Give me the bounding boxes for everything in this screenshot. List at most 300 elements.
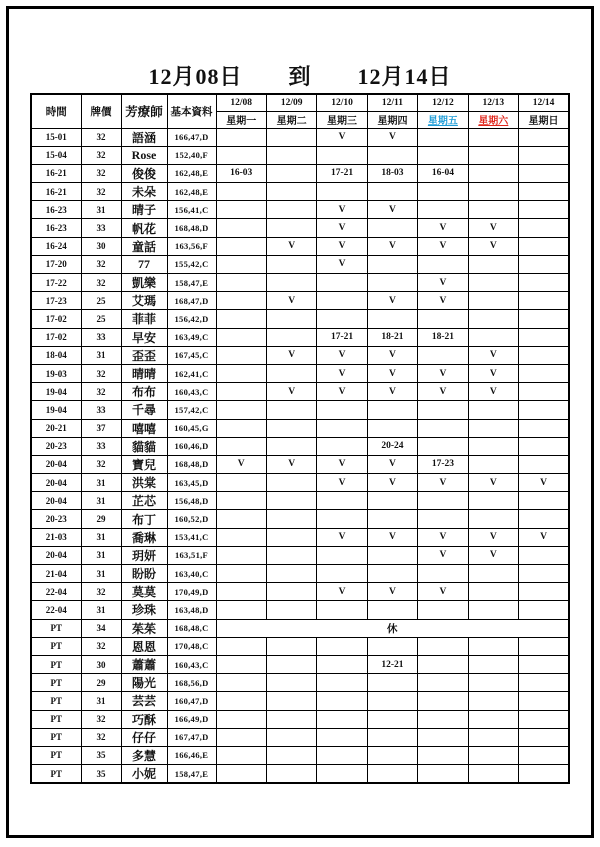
- table-row: [31, 637, 569, 655]
- schedule-cell: [266, 201, 316, 219]
- table-row: [31, 746, 569, 764]
- schedule-cell: [367, 419, 417, 437]
- schedule-cell: [418, 710, 468, 728]
- price-cell: 31: [81, 528, 121, 546]
- schedule-cell: 17-21: [317, 328, 367, 346]
- schedule-cell: V: [468, 219, 518, 237]
- therapist-name-cell: 未朵: [121, 183, 167, 201]
- schedule-cell: [519, 164, 569, 182]
- schedule-cell: 12-21: [367, 655, 417, 673]
- schedule-cell: [367, 637, 417, 655]
- schedule-cell: [519, 674, 569, 692]
- time-cell: 22-04: [31, 583, 81, 601]
- schedule-cell: [216, 765, 266, 784]
- basic-info-cell: 166,47,D: [167, 128, 216, 146]
- time-cell: 16-23: [31, 201, 81, 219]
- schedule-cell: [317, 401, 367, 419]
- basic-info-cell: 158,47,E: [167, 765, 216, 784]
- therapist-name-cell: 晴晴: [121, 364, 167, 382]
- table-row: [31, 455, 569, 473]
- header-time: 時間: [31, 94, 81, 128]
- schedule-cell: [317, 419, 367, 437]
- schedule-cell: [468, 674, 518, 692]
- schedule-cell: [468, 310, 518, 328]
- table-row: [31, 510, 569, 528]
- schedule-cell: [519, 310, 569, 328]
- schedule-cell: [519, 601, 569, 619]
- schedule-cell: [418, 183, 468, 201]
- table-row: [31, 346, 569, 364]
- schedule-cell: [418, 728, 468, 746]
- schedule-cell: [468, 765, 518, 784]
- price-cell: 31: [81, 492, 121, 510]
- schedule-cell: V: [468, 474, 518, 492]
- schedule-cell: [266, 419, 316, 437]
- rest-cell: 休: [216, 619, 569, 637]
- table-row: [31, 546, 569, 564]
- table-row: [31, 364, 569, 382]
- basic-info-cell: 156,41,C: [167, 201, 216, 219]
- schedule-cell: [519, 492, 569, 510]
- price-cell: 35: [81, 746, 121, 764]
- price-cell: 32: [81, 183, 121, 201]
- header-date-12-14: 12/14: [519, 94, 569, 111]
- schedule-cell: [317, 565, 367, 583]
- schedule-cell: [266, 728, 316, 746]
- schedule-cell: [266, 219, 316, 237]
- schedule-cell: V: [367, 128, 417, 146]
- schedule-cell: V: [367, 455, 417, 473]
- schedule-cell: [367, 183, 417, 201]
- schedule-cell: V: [418, 528, 468, 546]
- time-cell: 18-04: [31, 346, 81, 364]
- price-cell: 32: [81, 164, 121, 182]
- basic-info-cell: 153,41,C: [167, 528, 216, 546]
- table-row: [31, 674, 569, 692]
- time-cell: PT: [31, 655, 81, 673]
- schedule-cell: [216, 510, 266, 528]
- therapist-name-cell: 陽光: [121, 674, 167, 692]
- schedule-cell: [266, 128, 316, 146]
- schedule-cell: [216, 583, 266, 601]
- header-date-12-11: 12/11: [367, 94, 417, 111]
- schedule-cell: V: [468, 546, 518, 564]
- schedule-cell: [367, 510, 417, 528]
- price-cell: 31: [81, 474, 121, 492]
- schedule-cell: V: [317, 383, 367, 401]
- schedule-cell: [266, 746, 316, 764]
- schedule-cell: V: [317, 583, 367, 601]
- table-row: [31, 328, 569, 346]
- table-row: [31, 274, 569, 292]
- schedule-cell: V: [468, 528, 518, 546]
- schedule-cell: [266, 710, 316, 728]
- schedule-cell: [468, 637, 518, 655]
- price-cell: 31: [81, 601, 121, 619]
- schedule-cell: [519, 583, 569, 601]
- time-cell: 21-04: [31, 565, 81, 583]
- schedule-cell: [468, 655, 518, 673]
- time-cell: 21-03: [31, 528, 81, 546]
- price-cell: 30: [81, 655, 121, 673]
- basic-info-cell: 163,48,D: [167, 601, 216, 619]
- schedule-cell: [519, 728, 569, 746]
- table-row: [31, 219, 569, 237]
- time-cell: 17-20: [31, 255, 81, 273]
- table-row: [31, 255, 569, 273]
- price-cell: 33: [81, 437, 121, 455]
- schedule-cell: V: [367, 474, 417, 492]
- schedule-cell: [266, 255, 316, 273]
- schedule-cell: [519, 710, 569, 728]
- schedule-cell: [519, 455, 569, 473]
- schedule-cell: [418, 310, 468, 328]
- header-date-12-12: 12/12: [418, 94, 468, 111]
- basic-info-cell: 166,49,D: [167, 710, 216, 728]
- price-cell: 32: [81, 128, 121, 146]
- schedule-cell: [468, 601, 518, 619]
- schedule-cell: [468, 492, 518, 510]
- time-cell: 17-02: [31, 328, 81, 346]
- schedule-cell: [418, 637, 468, 655]
- schedule-cell: [468, 201, 518, 219]
- schedule-cell: [317, 292, 367, 310]
- schedule-cell: [367, 565, 417, 583]
- price-cell: 31: [81, 201, 121, 219]
- table-row: [31, 601, 569, 619]
- time-cell: PT: [31, 674, 81, 692]
- price-cell: 29: [81, 510, 121, 528]
- schedule-cell: [216, 655, 266, 673]
- schedule-cell: [266, 274, 316, 292]
- schedule-cell: V: [367, 364, 417, 382]
- therapist-name-cell: 布布: [121, 383, 167, 401]
- schedule-cell: [317, 492, 367, 510]
- basic-info-cell: 163,45,D: [167, 474, 216, 492]
- price-cell: 32: [81, 146, 121, 164]
- schedule-cell: [266, 146, 316, 164]
- time-cell: 20-04: [31, 474, 81, 492]
- header-weekday-6: 星期六: [468, 111, 518, 128]
- schedule-cell: [216, 528, 266, 546]
- schedule-cell: [519, 383, 569, 401]
- therapist-name-cell: 語涵: [121, 128, 167, 146]
- schedule-cell: [519, 746, 569, 764]
- therapist-name-cell: 珍珠: [121, 601, 167, 619]
- schedule-cell: V: [367, 383, 417, 401]
- schedule-cell: [266, 437, 316, 455]
- schedule-cell: 18-21: [367, 328, 417, 346]
- table-row: [31, 492, 569, 510]
- schedule-cell: [418, 201, 468, 219]
- schedule-cell: [266, 637, 316, 655]
- schedule-cell: [216, 364, 266, 382]
- table-row: [31, 619, 569, 637]
- schedule-cell: [418, 510, 468, 528]
- table-row: [31, 655, 569, 673]
- schedule-cell: [367, 728, 417, 746]
- header-date-12-09: 12/09: [266, 94, 316, 111]
- schedule-cell: V: [317, 237, 367, 255]
- basic-info-cell: 156,42,D: [167, 310, 216, 328]
- basic-info-cell: 163,51,F: [167, 546, 216, 564]
- basic-info-cell: 170,48,C: [167, 637, 216, 655]
- schedule-cell: [317, 746, 367, 764]
- schedule-cell: [519, 237, 569, 255]
- schedule-cell: [216, 546, 266, 564]
- schedule-cell: [216, 310, 266, 328]
- schedule-cell: [519, 510, 569, 528]
- table-row: [31, 292, 569, 310]
- schedule-cell: [216, 201, 266, 219]
- schedule-cell: V: [317, 128, 367, 146]
- price-cell: 32: [81, 583, 121, 601]
- schedule-cell: [418, 565, 468, 583]
- schedule-cell: [418, 255, 468, 273]
- therapist-name-cell: 茱茱: [121, 619, 167, 637]
- time-cell: 16-23: [31, 219, 81, 237]
- schedule-cell: [519, 565, 569, 583]
- schedule-cell: [418, 655, 468, 673]
- table-body: [31, 128, 569, 783]
- schedule-cell: [367, 601, 417, 619]
- basic-info-cell: 160,43,C: [167, 655, 216, 673]
- schedule-cell: V: [317, 528, 367, 546]
- schedule-cell: [216, 601, 266, 619]
- schedule-cell: [317, 274, 367, 292]
- schedule-cell: [216, 219, 266, 237]
- time-cell: 19-04: [31, 401, 81, 419]
- schedule-cell: [519, 274, 569, 292]
- schedule-cell: [317, 637, 367, 655]
- time-cell: 17-22: [31, 274, 81, 292]
- schedule-cell: [216, 674, 266, 692]
- header-weekday-2: 星期二: [266, 111, 316, 128]
- schedule-cell: [367, 546, 417, 564]
- schedule-cell: [519, 364, 569, 382]
- schedule-cell: [468, 565, 518, 583]
- schedule-cell: [266, 183, 316, 201]
- therapist-name-cell: 巧酥: [121, 710, 167, 728]
- schedule-cell: [519, 692, 569, 710]
- schedule-cell: [367, 310, 417, 328]
- schedule-cell: [468, 401, 518, 419]
- schedule-cell: [468, 710, 518, 728]
- schedule-cell: 18-03: [367, 164, 417, 182]
- schedule-cell: [519, 655, 569, 673]
- schedule-cell: 20-24: [367, 437, 417, 455]
- schedule-cell: [266, 401, 316, 419]
- time-cell: 20-23: [31, 510, 81, 528]
- basic-info-cell: 160,47,D: [167, 692, 216, 710]
- table-row: [31, 164, 569, 182]
- schedule-cell: [317, 601, 367, 619]
- schedule-cell: V: [468, 364, 518, 382]
- schedule-cell: [317, 183, 367, 201]
- schedule-cell: [418, 419, 468, 437]
- schedule-cell: [367, 674, 417, 692]
- schedule-cell: [418, 437, 468, 455]
- price-cell: 30: [81, 237, 121, 255]
- schedule-cell: [519, 346, 569, 364]
- schedule-cell: [266, 546, 316, 564]
- time-cell: PT: [31, 692, 81, 710]
- basic-info-cell: 157,42,C: [167, 401, 216, 419]
- table-row: [31, 565, 569, 583]
- basic-info-cell: 158,47,E: [167, 274, 216, 292]
- schedule-cell: V: [216, 455, 266, 473]
- table-row: [31, 765, 569, 784]
- schedule-cell: [317, 710, 367, 728]
- schedule-cell: [266, 310, 316, 328]
- schedule-cell: [317, 674, 367, 692]
- schedule-cell: [468, 128, 518, 146]
- schedule-cell: [367, 219, 417, 237]
- price-cell: 35: [81, 765, 121, 784]
- schedule-cell: V: [418, 546, 468, 564]
- therapist-name-cell: 莫莫: [121, 583, 167, 601]
- schedule-cell: [216, 237, 266, 255]
- schedule-cell: [266, 565, 316, 583]
- basic-info-cell: 163,49,C: [167, 328, 216, 346]
- schedule-cell: [317, 437, 367, 455]
- schedule-cell: [216, 637, 266, 655]
- schedule-cell: [216, 274, 266, 292]
- schedule-cell: [468, 292, 518, 310]
- schedule-cell: [216, 401, 266, 419]
- table-row: [31, 128, 569, 146]
- price-cell: 32: [81, 383, 121, 401]
- basic-info-cell: 160,43,C: [167, 383, 216, 401]
- therapist-name-cell: 千尋: [121, 401, 167, 419]
- schedule-cell: V: [317, 201, 367, 219]
- schedule-cell: [216, 383, 266, 401]
- table-row: [31, 583, 569, 601]
- therapist-name-cell: 早安: [121, 328, 167, 346]
- basic-info-cell: 168,56,D: [167, 674, 216, 692]
- schedule-cell: [266, 510, 316, 528]
- header-basic-info: 基本資料: [167, 94, 216, 128]
- time-cell: 16-24: [31, 237, 81, 255]
- price-cell: 37: [81, 419, 121, 437]
- basic-info-cell: 156,48,D: [167, 492, 216, 510]
- schedule-cell: [519, 183, 569, 201]
- schedule-cell: 16-03: [216, 164, 266, 182]
- table-row: [31, 383, 569, 401]
- therapist-name-cell: 盼盼: [121, 565, 167, 583]
- therapist-name-cell: Rose: [121, 146, 167, 164]
- therapist-name-cell: 喬琳: [121, 528, 167, 546]
- table-row: [31, 728, 569, 746]
- header-weekday-1: 星期一: [216, 111, 266, 128]
- schedule-cell: V: [367, 292, 417, 310]
- schedule-cell: [468, 437, 518, 455]
- basic-info-cell: 162,48,E: [167, 164, 216, 182]
- schedule-cell: [418, 128, 468, 146]
- schedule-cell: [418, 346, 468, 364]
- schedule-cell: V: [418, 383, 468, 401]
- schedule-cell: [468, 455, 518, 473]
- table-row: [31, 692, 569, 710]
- schedule-cell: [216, 419, 266, 437]
- time-cell: PT: [31, 746, 81, 764]
- schedule-cell: [216, 328, 266, 346]
- schedule-cell: [468, 255, 518, 273]
- therapist-name-cell: 恩恩: [121, 637, 167, 655]
- schedule-cell: [418, 765, 468, 784]
- basic-info-cell: 170,49,D: [167, 583, 216, 601]
- header-weekday-4: 星期四: [367, 111, 417, 128]
- schedule-cell: 18-21: [418, 328, 468, 346]
- schedule-cell: [317, 692, 367, 710]
- schedule-cell: [216, 146, 266, 164]
- therapist-name-cell: 玥妍: [121, 546, 167, 564]
- schedule-cell: [317, 546, 367, 564]
- schedule-cell: V: [519, 474, 569, 492]
- schedule-cell: V: [468, 237, 518, 255]
- therapist-name-cell: 仔仔: [121, 728, 167, 746]
- basic-info-cell: 166,46,E: [167, 746, 216, 764]
- schedule-cell: [266, 655, 316, 673]
- header-therapist: 芳療師: [121, 94, 167, 128]
- schedule-cell: [367, 255, 417, 273]
- time-cell: 20-04: [31, 455, 81, 473]
- price-cell: 25: [81, 310, 121, 328]
- time-cell: 22-04: [31, 601, 81, 619]
- schedule-cell: [418, 146, 468, 164]
- price-cell: 31: [81, 692, 121, 710]
- time-cell: 15-01: [31, 128, 81, 146]
- schedule-cell: [519, 437, 569, 455]
- schedule-cell: [519, 419, 569, 437]
- header-date-12-10: 12/10: [317, 94, 367, 111]
- basic-info-cell: 167,45,C: [167, 346, 216, 364]
- table-row: [31, 183, 569, 201]
- therapist-name-cell: 艾瑪: [121, 292, 167, 310]
- schedule-cell: [418, 692, 468, 710]
- schedule-cell: [367, 746, 417, 764]
- schedule-cell: [317, 655, 367, 673]
- time-cell: PT: [31, 710, 81, 728]
- time-cell: PT: [31, 637, 81, 655]
- schedule-cell: [216, 128, 266, 146]
- therapist-name-cell: 凱樂: [121, 274, 167, 292]
- schedule-cell: V: [367, 346, 417, 364]
- schedule-cell: [519, 546, 569, 564]
- table-row: [31, 201, 569, 219]
- schedule-cell: V: [266, 292, 316, 310]
- table-header: [31, 94, 569, 128]
- schedule-cell: [216, 474, 266, 492]
- time-cell: 17-02: [31, 310, 81, 328]
- schedule-cell: [266, 583, 316, 601]
- therapist-name-cell: 蕭蕭: [121, 655, 167, 673]
- table-row: [31, 528, 569, 546]
- price-cell: 34: [81, 619, 121, 637]
- price-cell: 32: [81, 364, 121, 382]
- schedule-cell: [266, 492, 316, 510]
- schedule-cell: [266, 601, 316, 619]
- table-row: [31, 237, 569, 255]
- schedule-cell: V: [317, 346, 367, 364]
- schedule-cell: V: [468, 383, 518, 401]
- schedule-cell: [216, 346, 266, 364]
- time-cell: 16-21: [31, 183, 81, 201]
- schedule-cell: [367, 274, 417, 292]
- therapist-name-cell: 芷芯: [121, 492, 167, 510]
- price-cell: 31: [81, 565, 121, 583]
- basic-info-cell: 168,48,D: [167, 219, 216, 237]
